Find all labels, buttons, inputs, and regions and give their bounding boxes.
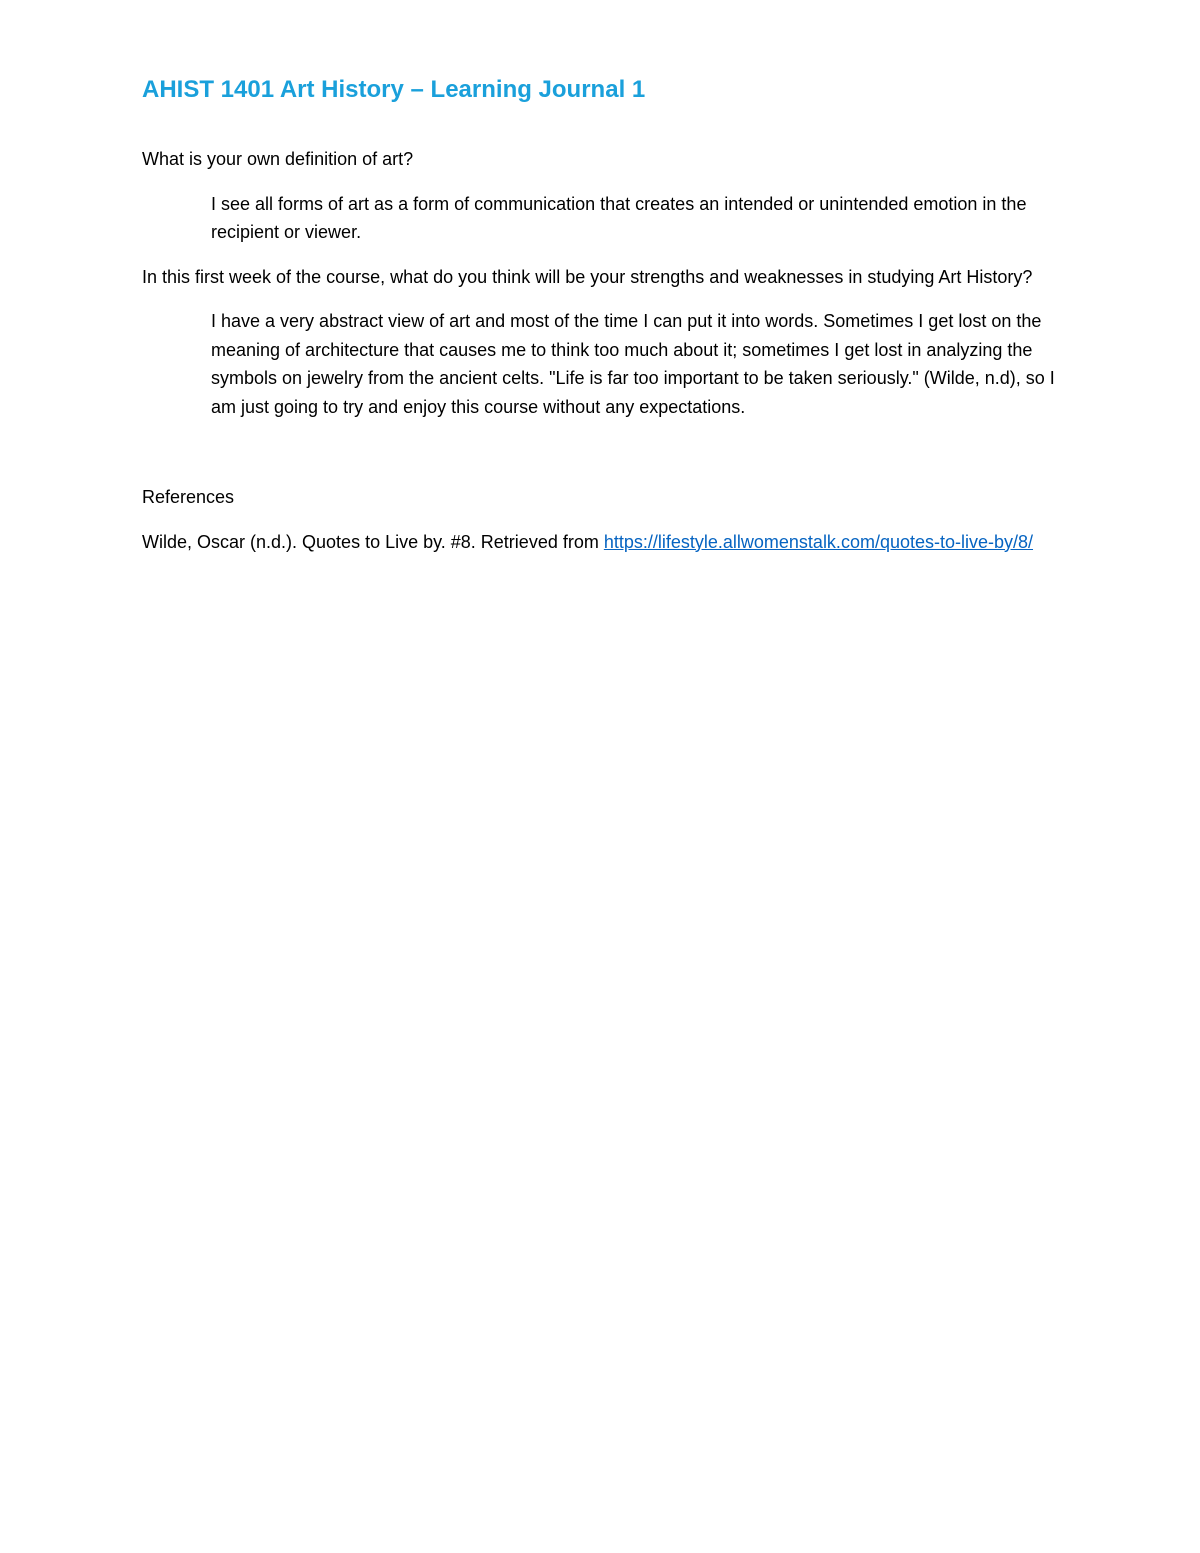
- reference-url-link[interactable]: https://lifestyle.allwomenstalk.com/quotes-to-live-by/8/: [603, 531, 1034, 552]
- document-body: [142, 72, 1062, 556]
- answer-strengths-weaknesses: I have a very abstract view of art and most of the time I can put it into words. Sometimes I get lost on the meaning of architecture that causes me to think too much about it; sometimes I get lost in analyzing the symbols on jewelry from the ancient celts. "Life is far too important to be taken seriously." (Wilde, n.d), so I am just going to try and enjoy this course without any expectations.: [211, 311, 1055, 417]
- reference-citation-text: Wilde, Oscar (n.d.). Quotes to Live by. #8. Retrieved from: [142, 531, 604, 552]
- page-title: AHIST 1401 Art History – Learning Journal 1: [142, 76, 646, 103]
- answer-definition-of-art: I see all forms of art as a form of communication that creates an intended or unintended emotion in the recipient or viewer.: [211, 193, 1027, 242]
- question-definition-of-art: What is your own definition of art?: [142, 149, 414, 169]
- reference-entry: [142, 528, 1062, 557]
- references-heading: References: [142, 487, 235, 507]
- question-strengths-weaknesses: In this first week of the course, what do you think will be your strengths and weaknesses in studying Art History?: [142, 266, 1033, 287]
